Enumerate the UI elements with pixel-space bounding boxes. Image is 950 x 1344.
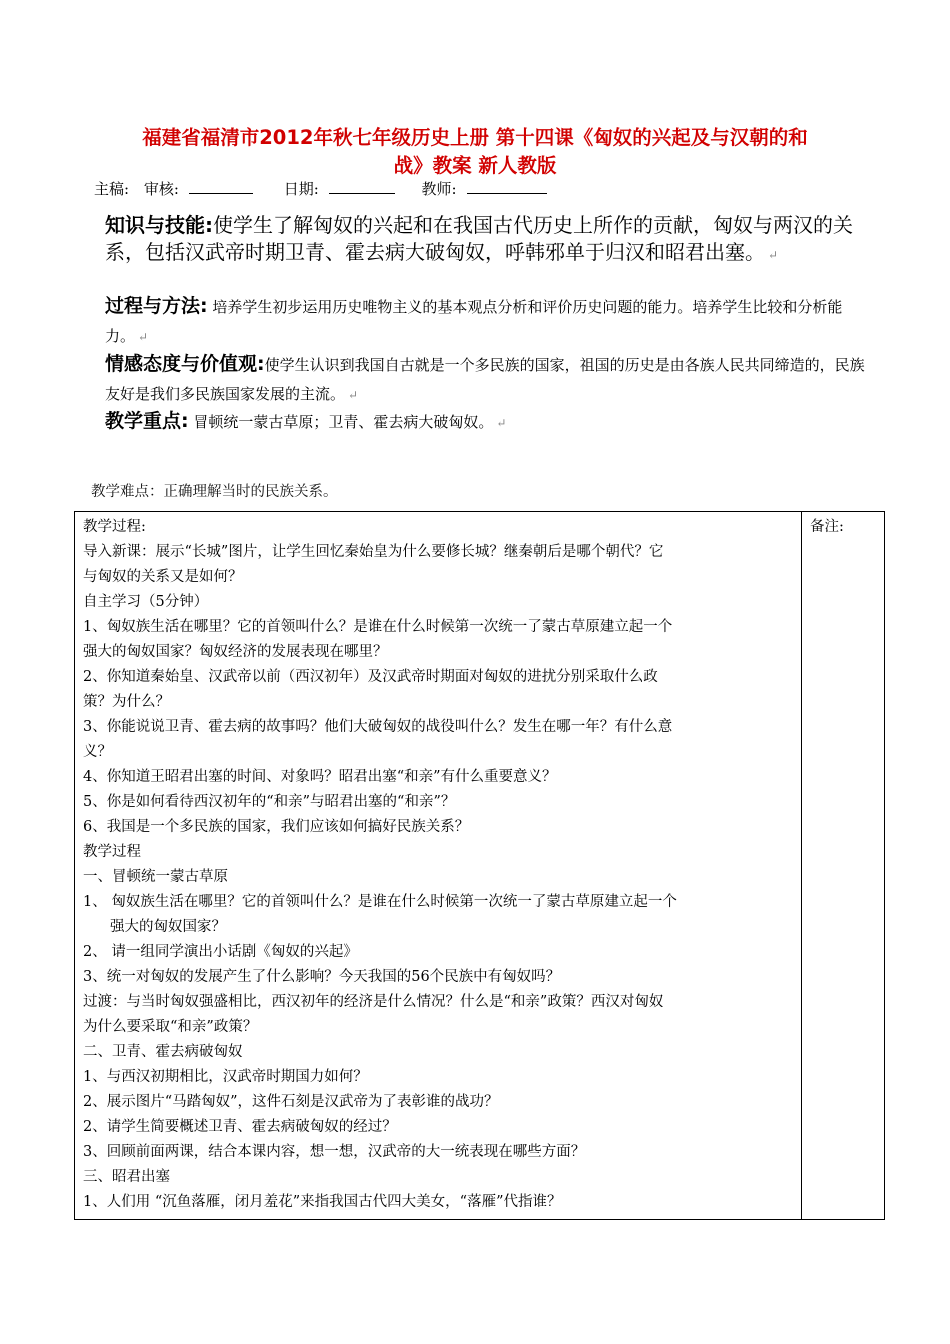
process-line: 3、你能说说卫青、霍去病的故事吗？他们大破匈奴的战役叫什么？发生在哪一年？有什么意 — [83, 719, 673, 735]
process-line: 3、回顾前面两课，结合本课内容，想一想，汉武帝的大一统表现在哪些方面？ — [83, 1144, 586, 1160]
process-line: 3、统一对匈奴的发展产生了什么影响？今天我国的56个民族中有匈奴吗？ — [83, 969, 561, 985]
process-line: 三、昭君出塞 — [83, 1169, 170, 1185]
process-line: 导入新课：展示“长城”图片，让学生回忆秦始皇为什么要修长城？继秦朝后是哪个朝代？它 — [83, 544, 664, 560]
objective-label: 教学重点: — [105, 410, 189, 432]
objective-label: 情感态度与价值观: — [105, 353, 265, 375]
teacher-label: 教师: — [421, 180, 457, 198]
process-line: 策？为什么？ — [83, 694, 170, 710]
process-line: 教学过程 — [83, 844, 141, 860]
process-line: 一、冒顿统一蒙古草原 — [83, 869, 228, 885]
objective-label: 过程与方法: — [105, 295, 208, 317]
date-blank — [329, 179, 395, 194]
paragraph-mark-icon: ↵ — [138, 330, 149, 344]
process-line: 6、我国是一个多民族的国家，我们应该如何搞好民族关系？ — [83, 819, 470, 835]
process-line: 2、请学生简要概述卫青、霍去病破匈奴的经过？ — [83, 1119, 397, 1135]
process-line: 为什么要采取“和亲”政策？ — [83, 1019, 258, 1035]
objective-attitude — [105, 350, 865, 410]
process-line: 2、展示图片“马踏匈奴”，这件石刻是汉武帝为了表彰谁的战功？ — [83, 1094, 499, 1110]
objective-knowledge — [105, 212, 865, 269]
process-lines — [83, 515, 793, 1215]
process-cell — [75, 512, 802, 1220]
editor-label: 主稿: — [94, 180, 130, 198]
title-line-2: 战》教案 新人教版 — [393, 154, 557, 177]
lesson-table — [74, 511, 885, 1220]
process-line: 义？ — [83, 744, 112, 760]
notes-label: 备注: — [810, 519, 844, 535]
objective-text: 使学生认识到我国自古就是一个多民族的国家，祖国的历史是由各族人民共同缔造的，民族友好是我们多民族国家发展的主流。 — [105, 356, 865, 403]
process-line: 5、你是如何看待西汉初年的“和亲”与昭君出塞的“和亲”？ — [83, 794, 456, 810]
process-line: 1、 匈奴族生活在哪里？它的首领叫什么？是谁在什么时候第一次统一了蒙古草原建立起一个 — [83, 894, 677, 910]
date-label: 日期: — [283, 180, 319, 198]
objective-text: 使学生了解匈奴的兴起和在我国古代历史上所作的贡献，匈奴与两汉的关系，包括汉武帝时期卫青、霍去病大破匈奴，呼韩邪单于归汉和昭君出塞。 — [105, 213, 853, 264]
process-line: 强大的匈奴国家？ — [110, 919, 226, 935]
objective-text: 培养学生初步运用历史唯物主义的基本观点分析和评价历史问题的能力。培养学生比较和分析能力。 — [105, 298, 843, 345]
process-line: 教学过程: — [83, 519, 146, 535]
process-line: 自主学习（5分钟） — [83, 594, 209, 610]
process-line: 二、卫青、霍去病破匈奴 — [83, 1044, 243, 1060]
paragraph-mark-icon: ↵ — [348, 388, 359, 402]
objective-text: 冒顿统一蒙古草原；卫青、霍去病大破匈奴。 — [188, 413, 494, 431]
objective-key-points — [105, 408, 865, 437]
title-line-1: 福建省福清市2012年秋七年级历史上册 第十四课《匈奴的兴起及与汉朝的和 — [142, 126, 808, 149]
paragraph-mark-icon: ↵ — [768, 248, 779, 262]
process-line: 1、匈奴族生活在哪里？它的首领叫什么？是谁在什么时候第一次统一了蒙古草原建立起一个 — [83, 619, 673, 635]
teacher-blank — [467, 179, 547, 194]
teaching-difficulty: 教学难点：正确理解当时的民族关系。 — [91, 484, 338, 500]
paragraph-mark-icon: ↵ — [496, 416, 507, 430]
process-line: 强大的匈奴国家？匈奴经济的发展表现在哪里？ — [83, 644, 388, 660]
process-line: 与匈奴的关系又是如何？ — [83, 569, 243, 585]
process-line: 1、人们用 “沉鱼落雁，闭月羞花”来指我国古代四大美女，“落雁”代指谁？ — [83, 1194, 562, 1210]
process-line: 4、你知道王昭君出塞的时间、对象吗？昭君出塞“和亲”有什么重要意义？ — [83, 769, 557, 785]
process-line: 1、与西汉初期相比，汉武帝时期国力如何？ — [83, 1069, 368, 1085]
meta-row — [94, 178, 557, 199]
reviewer-blank — [189, 179, 253, 194]
reviewer-label: 审核: — [143, 180, 179, 198]
process-line: 2、 请一组同学演出小话剧《匈奴的兴起》 — [83, 944, 358, 960]
process-line: 2、你知道秦始皇、汉武帝以前（西汉初年）及汉武帝时期面对匈奴的进扰分别采取什么政 — [83, 669, 658, 685]
notes-cell — [802, 512, 885, 1220]
objective-label: 知识与技能: — [105, 213, 213, 237]
process-line: 过渡：与当时匈奴强盛相比，西汉初年的经济是什么情况？什么是“和亲”政策？西汉对匈奴 — [83, 994, 664, 1010]
objective-process — [105, 292, 865, 352]
document-title — [80, 124, 870, 180]
